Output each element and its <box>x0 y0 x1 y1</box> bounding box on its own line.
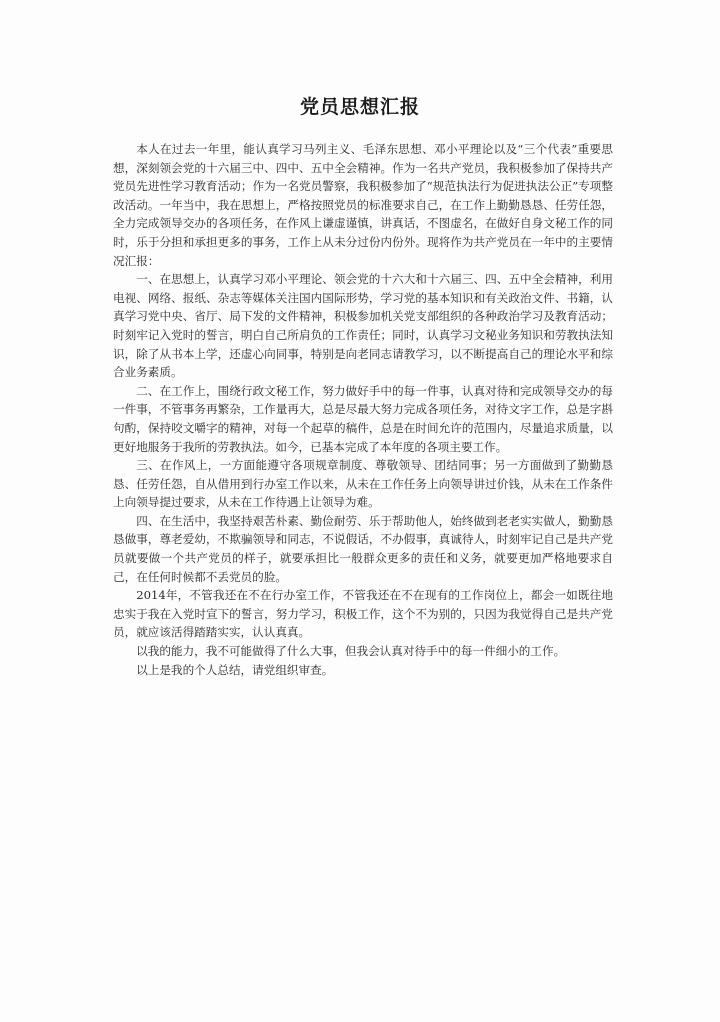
paragraph-intro: 本人在过去一年里，能认真学习马列主义、毛泽东思想、邓小平理论以及“三个代表”重要思想，深刻领会党的十六届三中、四中、五中全会精神。作为一名共产党员，我积极参加了保持共产党员先进性学习教育活动；作为一名党员警察，我积极参加了“规范执法行为促进执法公正”专项整改活动。一年当中，我在思想上，严格按照党员的标准要求自己，在工作上勤勤恳恳、任劳任怨，全力完成领导交办的各项任务，在作风上谦虚谨慎，讲真话，不图虚名，在做好自身文秘工作的同时，乐于分担和承担更多的事务，工作上从未分过份内份外。现将作为共产党员在一年中的主要情况汇报： <box>113 142 613 268</box>
paragraph-closing: 以上是我的个人总结，请党组织审查。 <box>136 662 334 677</box>
paragraph-conduct: 三、在作风上，一方面能遵守各项规章制度、尊敬领导、团结同事；另一方面做到了勤勤恳恳、任劳任怨，自从借用到行办室工作以来，从未在工作任务上向领导讲过价钱，从未在工作条件上向领导提过要求，从未在工作待遇上让领导为难。 <box>113 458 613 510</box>
paragraph-2014: 2014年，不管我还在不在行办室工作，不管我还在不在现有的工作岗位上，都会一如既往地忠实于我在入党时宣下的誓言，努力学习，积极工作，这个不为别的，只因为我觉得自己是共产党员，就应该活得踏踏实实，认认真真。 <box>113 588 613 640</box>
paragraph-work: 二、在工作上，围绕行政文秘工作，努力做好手中的每一件事，认真对待和完成领导交办的每一件事，不管事务再繁杂，工作量再大，总是尽最大努力完成各项任务，对待文字工作，总是字斟句酌，保持咬文嚼字的精神，对每一个起草的稿件，总是在时间允许的范围内，尽量追求质量，以更好地服务于我所的劳教执法。如今，已基本完成了本年度的各项主要工作。 <box>113 383 613 454</box>
document-title: 党员思想汇报 <box>299 96 420 118</box>
paragraph-ability: 以我的能力，我不可能做得了什么大事，但我会认真对待手中的每一件细小的工作。 <box>136 644 566 659</box>
document-body <box>113 140 613 679</box>
paragraph-life: 四、在生活中，我坚持艰苦朴素、勤俭耐劳、乐于帮助他人，始终做到老老实实做人，勤勤恳恳做事，尊老爱幼，不欺骗领导和同志，不说假话，不办假事，真诚待人，时刻牢记自己是共产党员就要做一个共产党员的样子，就要承担比一般群众更多的责任和义务，就要更加严格地要求自己，在任何时候都不丢党员的脸。 <box>113 513 613 584</box>
paragraph-ideology: 一、在思想上，认真学习邓小平理论、领会党的十六大和十六届三、四、五中全会精神，利用电视、网络、报纸、杂志等媒体关注国内国际形势，学习党的基本知识和有关政治文件、书籍，认真学习党中央、省厅、局下发的文件精神，积极参加机关党支部组织的各种政治学习及教育活动；时刻牢记入党时的誓言，明白自己所肩负的工作责任；同时，认真学习文秘业务知识和劳教执法知识，除了从书本上学，还虚心向同事，特别是向老同志请教学习，以不断提高自己的理论水平和综合业务素质。 <box>113 272 613 380</box>
